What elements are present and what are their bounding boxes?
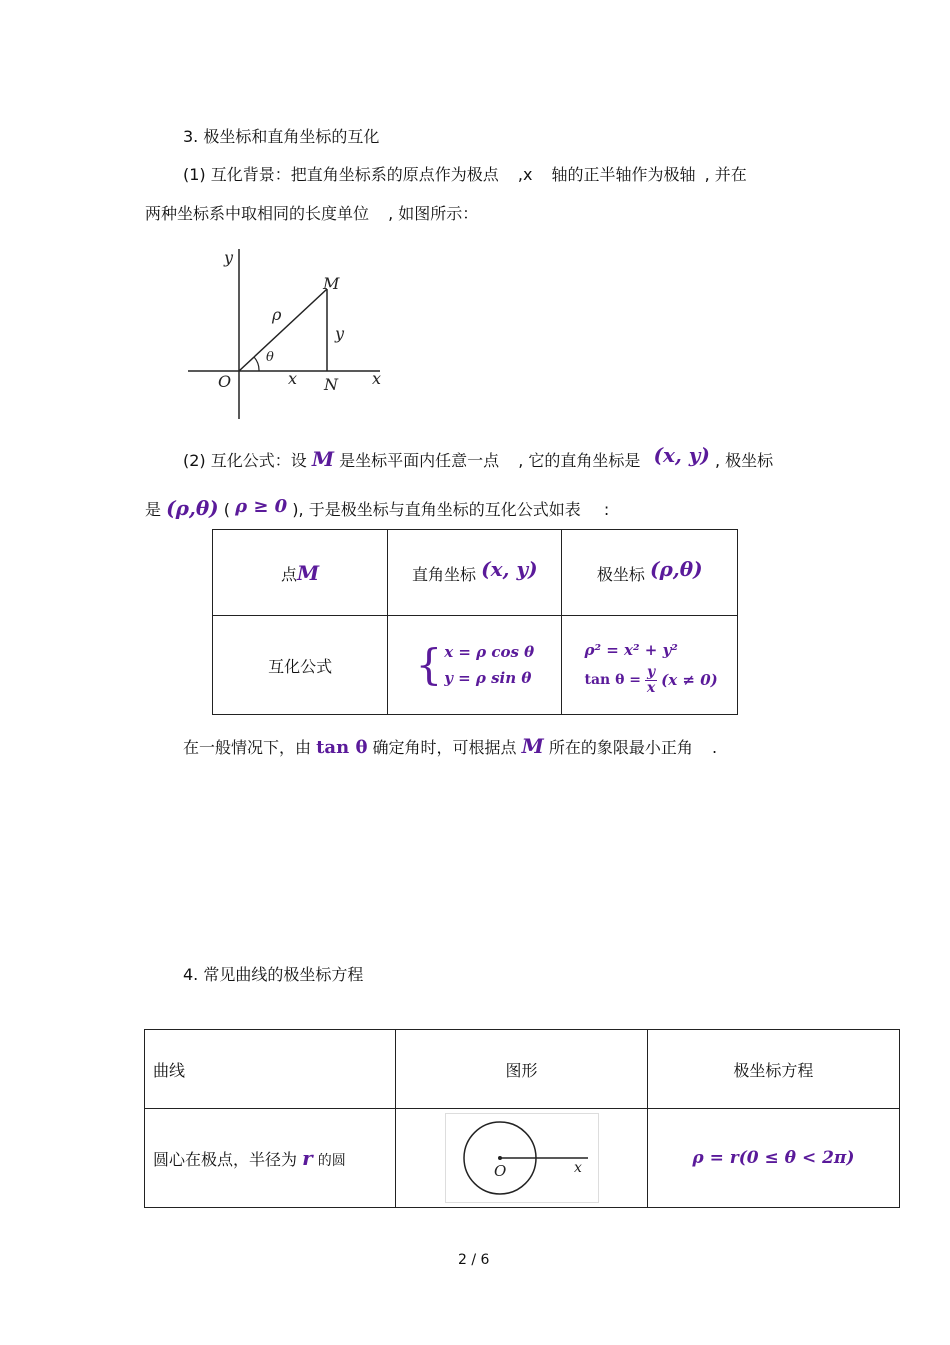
formula-tan (584, 665, 737, 696)
formula-rho-squared: ρ² = x² + y² (584, 640, 678, 659)
table-cell-rect-coord (388, 530, 562, 616)
table-row (145, 1030, 900, 1109)
cell-text: 点 (280, 564, 297, 584)
table-header-equation: 极坐标方程 (647, 1030, 899, 1109)
x-axis-label: x (372, 369, 382, 388)
polar-rect-coordinate-figure (180, 235, 395, 425)
para2-colon: : (603, 500, 610, 519)
polar-coord-symbol: (ρ,θ) (166, 496, 219, 520)
polar-axis-label: x (573, 1160, 582, 1176)
brace-icon: { (415, 640, 443, 689)
note-text-c: 所在的象限最小正角 (548, 738, 693, 757)
point-m-symbol: M (297, 560, 320, 585)
m-label: M (323, 274, 340, 293)
n-label: N (324, 375, 338, 394)
note-dot: . (712, 738, 718, 757)
formula-tan-left: tan θ = (584, 672, 642, 688)
radius-r-symbol: r (302, 1146, 313, 1170)
table-row (145, 1109, 900, 1208)
page-number: 2 / 6 (458, 1252, 490, 1268)
cases-block (415, 639, 534, 691)
circle-polar-equation: ρ = r(0 ≤ θ < 2π) (692, 1148, 855, 1168)
rho-condition: ρ ≥ 0 (235, 496, 288, 517)
para2-text-b: 是坐标平面内任意一点 (339, 451, 500, 470)
pole-dot (498, 1156, 502, 1160)
note-text-a: 在一般情况下，由 (183, 738, 312, 757)
table-cell-polar-formulas (562, 616, 738, 715)
para1-text-a: (1) 互化背景：把直角坐标系的原点作为极点 (183, 165, 499, 184)
y-side-label: y (335, 324, 345, 343)
table-cell-figure (396, 1109, 648, 1208)
para2-text-c: , 它的直角坐标是 (518, 451, 641, 470)
para1-line2-text-a: 两种坐标系中取相同的长度单位 (145, 204, 370, 223)
tan-theta-symbol: tan θ (316, 737, 368, 758)
rho-segment (239, 289, 327, 371)
para2-line2 (145, 496, 609, 520)
para1-text-d: , 并在 (704, 165, 747, 184)
rho-label: ρ (272, 305, 282, 324)
note-line (183, 734, 717, 758)
para2-line1 (183, 443, 774, 471)
point-m-symbol: M (311, 447, 334, 471)
para1-text-b: ,x (517, 165, 533, 184)
formula-y: y = ρ sin θ (444, 669, 532, 687)
curve-desc-text-b: 的圆 (317, 1153, 346, 1169)
note-text-b: 确定角时，可根据点 (372, 738, 517, 757)
para2-line2-text-b: ), 于是极坐标与直角坐标的互化公式如表 (292, 500, 581, 519)
polar-coord-symbol: (ρ,θ) (650, 556, 703, 581)
formula-tan-condition: (x ≠ 0) (661, 671, 718, 689)
circle-figure (445, 1113, 599, 1203)
para1-line2-text-b: , 如图所示： (388, 204, 479, 223)
pole-label: O (493, 1162, 506, 1180)
table-cell-polar-coord (562, 530, 738, 616)
theta-label: θ (266, 350, 274, 365)
curves-table (144, 1029, 900, 1208)
table-cell-curve-desc (145, 1109, 396, 1208)
formula-x: x = ρ cos θ (444, 643, 535, 661)
table-cell-point (213, 530, 388, 616)
rect-coord-symbol: (x, y) (481, 556, 538, 581)
table-row (213, 616, 738, 715)
fraction (645, 665, 657, 696)
cell-text: 直角坐标 (412, 564, 477, 584)
y-axis-label: y (224, 248, 234, 267)
section-3-heading: 3. 极坐标和直角坐标的互化 (183, 127, 380, 146)
para2-text-d: , 极坐标 (714, 451, 774, 470)
fraction-denominator: x (646, 679, 656, 696)
para1-line2 (145, 201, 478, 224)
conversion-table (212, 529, 738, 715)
para1-text-c: 轴的正半轴作为极轴 (551, 165, 696, 184)
para2-paren-open: ( (223, 500, 230, 519)
para1-line1 (183, 162, 747, 185)
point-m-symbol: M (521, 734, 544, 758)
para2-text-a: (2) 互化公式：设 (183, 451, 307, 470)
table-header-figure: 图形 (396, 1030, 648, 1109)
origin-label: O (218, 372, 232, 391)
fraction-numerator: y (647, 663, 656, 680)
cell-text: 极坐标 (596, 564, 645, 584)
table-cell-equation (647, 1109, 899, 1208)
para2-line2-text-a: 是 (145, 500, 162, 519)
theta-arc (254, 357, 259, 371)
table-cell-rect-formulas (388, 616, 562, 715)
curve-desc-text-a: 圆心在极点，半径为 (153, 1150, 298, 1169)
section-4-heading: 4. 常见曲线的极坐标方程 (183, 965, 364, 984)
rect-coord-symbol: (x, y) (653, 443, 710, 467)
table-cell-formula-label: 互化公式 (213, 616, 388, 715)
table-header-curve: 曲线 (145, 1030, 396, 1109)
x-side-label: x (288, 369, 298, 388)
table-row (213, 530, 738, 616)
